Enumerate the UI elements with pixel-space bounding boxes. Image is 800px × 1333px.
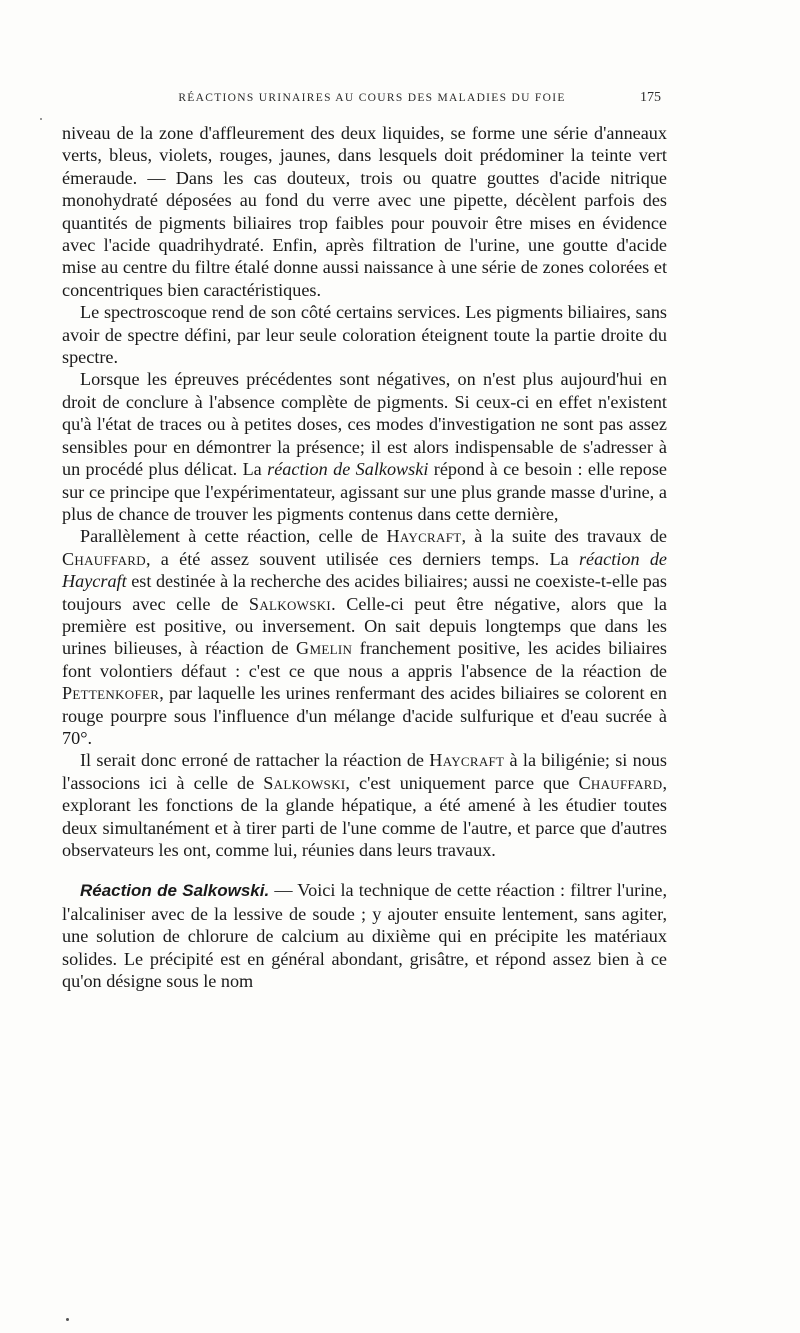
author-name: Haycraft [386,526,462,547]
author-name: Chauffard [578,772,663,793]
author-name: Pettenkofer [62,683,160,704]
paragraph-4-text-b: , à la suite des travaux de [461,526,667,547]
bottom-speck [66,1318,69,1321]
author-name: Salkowski [248,593,332,614]
paragraph-4 [62,525,667,749]
paragraph-2-text: Le spectroscoque rend de son côté certains services. Les pigments biliaires, sans avoir de spectre défini, par leur seule coloration éteignent toute la partie droite du spectre. [62,302,667,368]
author-name: Haycraft [429,750,505,771]
haycraft-reaction-term: réaction de Haycraft [62,548,667,592]
paragraph-4-text-d: est destinée à la recherche des acides biliaires; aussi ne coexiste-t-elle pas toujours avec celle de [62,571,667,614]
paragraph-3 [62,368,667,525]
paragraph-1-text: niveau de la zone d'affleurement des deux liquides, se forme une série d'anneaux verts, bleus, violets, rouges, jaunes, dans lesquels doit prédominer la teinte vert émeraude. — Dans les cas douteux, trois ou quatre gouttes d'acide nitrique monohydraté déposées au fond du verre avec une pipette, décèlent parfois des quantités de pigments biliaires trop faibles pour pouvoir être mises en évidence avec l'acide quadrihydraté. Enfin, après filtration de l'urine, une goutte d'acide mise au centre du filtre étalé donne aussi naissance à une série de zones colorées et concentriques bien caractéristiques. [62,123,667,300]
body-text [62,122,667,992]
author-name: Gmelin [296,638,353,659]
margin-speck [40,118,42,120]
salkowski-reaction-term: réaction de Salkowski [267,459,429,480]
paragraph-4-text-a: Parallèlement à cette réaction, celle de [80,526,387,547]
paragraph-5 [62,749,667,861]
paragraph-5-text-b: à la biligénie; si nous l'associons ici à celle de [62,750,667,793]
paragraph-4-text-g: , par laquelle les urines renfermant des acides biliaires se colorent en rouge pourpre sous l'influence d'un mélange d'acide sulfurique et d'eau sucrée à 70°. [62,683,667,748]
paragraph-4-text-e: . Celle-ci peut être négative, alors que la première est positive, ou inversement. On sait depuis longtemps que dans les urines bilieuses, à réaction de [62,593,667,659]
paragraph-3-text-a: Lorsque les épreuves précédentes sont négatives, on n'est plus aujourd'hui en droit de conclure à l'absence complète de pigments. Si ceux-ci en effet n'existent qu'à l'état de traces ou à petites doses, ces modes d'investigation ne sont pas assez sensibles pour en démontrer la présence; il est alors indispensable de s'adresser à un procédé plus délicat. La [62,369,667,480]
paragraph-2 [62,301,667,368]
paragraph-5-text-a: Il serait donc erroné de rattacher la réaction de [80,750,430,771]
paragraph-6 [62,879,667,992]
paragraph-4-text-f: franchement positive, les acides biliaires font volontiers défaut : c'est ce que nous a appris l'absence de la réaction de [62,638,667,681]
paragraph-4-text-c: , a été assez souvent utilisée ces derniers temps. La [145,548,579,569]
paragraph-5-text-d: , explorant les fonctions de la glande hépatique, a été amené à les étudier toutes deux simultanément et à tirer parti de l'une comme de l'autre, et parce que d'autres observateurs les ont, comme lui, réunies dans leurs travaux. [62,772,667,860]
paragraph-6-text: — Voici la technique de cette réaction : filtrer l'urine, l'alcaliniser avec de la lessive de soude ; y ajouter ensuite lentement, sans agiter, une solution de chlorure de calcium au dixième qui en précipite les matériaux solides. Le précipité est en général abondant, grisâtre, et répond assez bien à ce qu'on désigne sous le nom [62,880,667,992]
paragraph-5-text-c: , c'est uniquement parce que [345,772,579,793]
paragraph-1 [62,122,667,301]
author-name: Salkowski [263,772,346,793]
author-name: Chauffard [62,548,146,569]
running-head: RÉACTIONS URINAIRES AU COURS DES MALADIES DU FOIE [178,92,566,104]
paragraph-3-text-b: répond à ce besoin : elle repose sur ce principe que l'expérimentateur, agissant sur une plus grande masse d'urine, a plus de chance de trouver les pigments contenus dans cette dernière, [62,459,667,524]
section-heading: Réaction de Salkowski. [80,881,270,901]
page-number: 175 [640,90,661,105]
